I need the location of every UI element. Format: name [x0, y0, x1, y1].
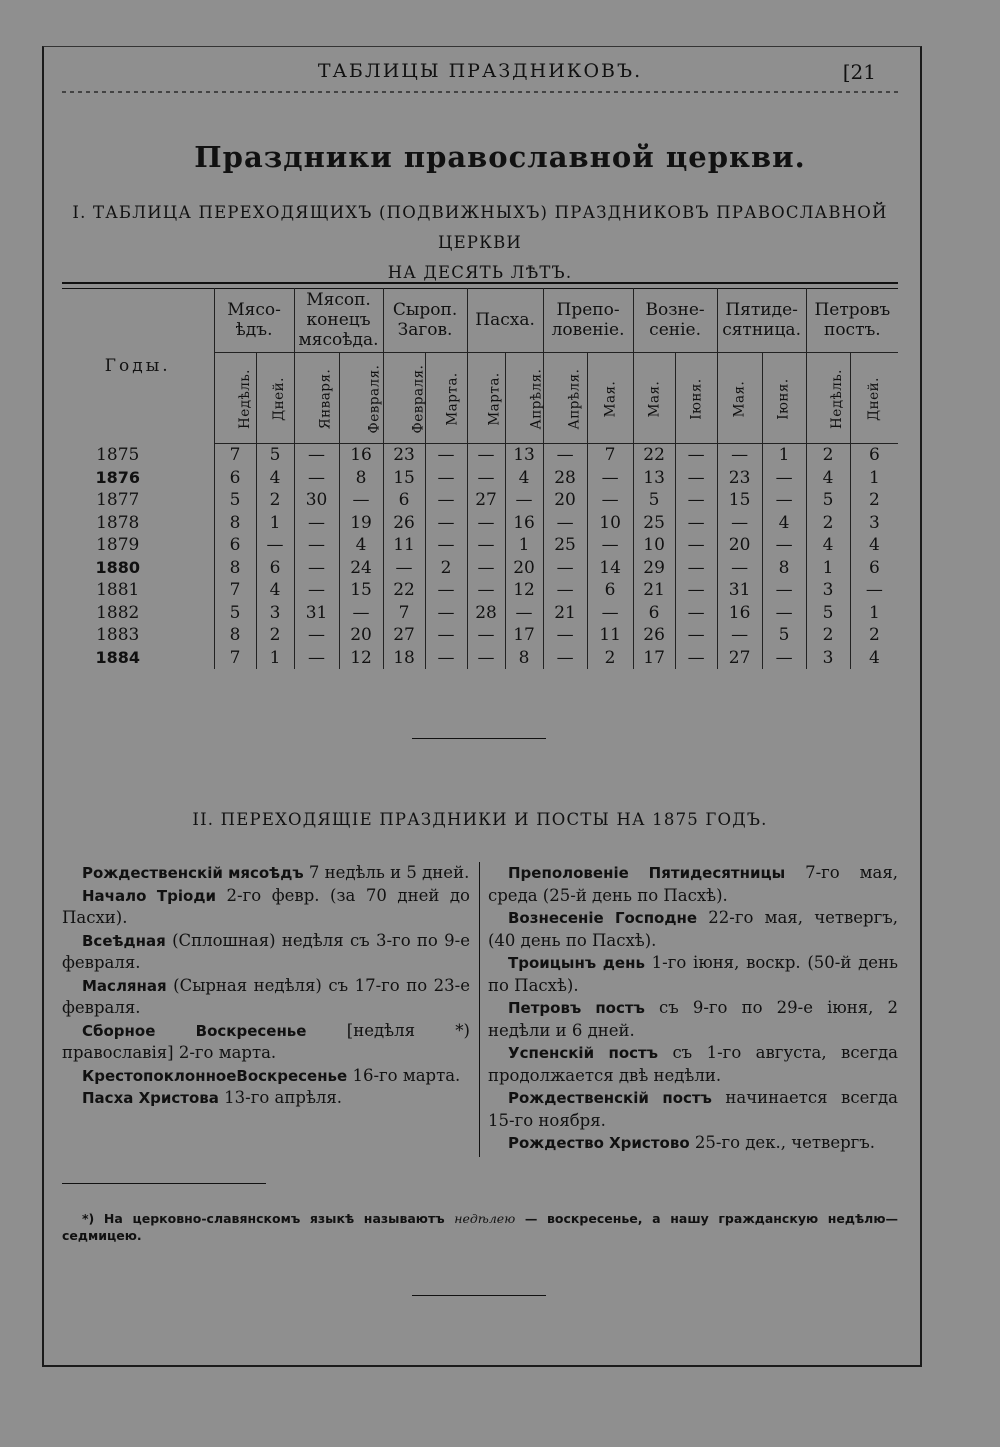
year-cell: 1879 — [96, 535, 140, 555]
table-cell: 6 — [214, 534, 256, 557]
year-cell: 1877 — [96, 490, 140, 510]
table-cell: 1 — [850, 602, 898, 625]
table-row — [62, 647, 898, 670]
group-header: Препо- ловеніе. — [543, 288, 633, 353]
note-text: 7 недѣль и 5 дней. — [303, 863, 470, 882]
year-cell: 1876 — [95, 467, 141, 487]
table-cell: — — [467, 557, 505, 580]
table-cell: 7 — [214, 647, 256, 670]
note-text: 2-го февр. (за 70 дней до Пасхи). — [62, 885, 470, 927]
subheader-label: Апрѣля. — [527, 368, 544, 430]
table-cell: — — [294, 579, 339, 602]
table-cell: — — [762, 647, 806, 670]
table-cell: — — [587, 602, 633, 625]
table-cell: 16 — [339, 444, 383, 467]
table-cell: — — [675, 489, 717, 512]
table-cell: 29 — [633, 557, 675, 580]
table-cell: 25 — [633, 512, 675, 535]
years-header: Годы. — [104, 355, 171, 376]
table-cell: 28 — [467, 602, 505, 625]
subheader-cell — [587, 353, 633, 444]
table-cell: 22 — [383, 579, 425, 602]
table-cell: 22 — [633, 444, 675, 467]
table-cell: 5 — [762, 624, 806, 647]
note-term: Рождественскій мясоѣдъ — [82, 864, 304, 882]
table-cell: 15 — [717, 489, 762, 512]
table-cell: 27 — [717, 647, 762, 670]
footnote-italic: недѣлею — [454, 1211, 516, 1226]
table-cell: 19 — [339, 512, 383, 535]
subheader-label: Марта. — [486, 372, 503, 426]
table-cell: 11 — [383, 534, 425, 557]
year-cell: 1882 — [96, 602, 140, 623]
year-cell: 1875 — [96, 444, 140, 465]
table-row — [62, 444, 898, 467]
table-cell: 5 — [214, 489, 256, 512]
subheader-cell — [505, 353, 543, 444]
note-text: 25-го дек., четвергъ. — [689, 1133, 876, 1152]
section1-heading — [62, 198, 898, 288]
note-text: начинается всегда 15-го ноября. — [488, 1088, 898, 1130]
subheader-label: Февраля. — [365, 364, 382, 434]
bottom-rule — [412, 1295, 546, 1296]
subheader-cell — [717, 353, 762, 444]
table-cell: 8 — [214, 512, 256, 535]
year-cell: 1880 — [95, 557, 141, 577]
note-item — [62, 1087, 470, 1110]
note-term: Успенскій постъ — [508, 1044, 659, 1062]
table-cell: — — [425, 602, 467, 625]
table-cell: 1 — [806, 557, 850, 580]
table-cell: 2 — [256, 624, 294, 647]
note-item — [62, 930, 470, 975]
table-cell: 27 — [467, 489, 505, 512]
table-row — [62, 579, 898, 602]
table-cell: 20 — [339, 624, 383, 647]
note-term: Рождественскій постъ — [508, 1089, 712, 1107]
subheader-label: Недѣль. — [236, 369, 253, 429]
table-cell: 1 — [850, 467, 898, 490]
table-cell: — — [467, 534, 505, 557]
table-cell: 26 — [383, 512, 425, 535]
note-term: Пасха Христова — [82, 1089, 219, 1107]
note-item — [488, 862, 898, 907]
table-cell: 20 — [505, 557, 543, 580]
table-cell: 26 — [633, 624, 675, 647]
footnote — [62, 1210, 898, 1244]
table-cell: 18 — [383, 647, 425, 670]
subheader-cell — [467, 353, 505, 444]
table-cell: 2 — [587, 647, 633, 670]
subheader-cell — [256, 353, 294, 444]
table-cell: 20 — [543, 489, 587, 512]
table-cell: — — [425, 624, 467, 647]
table-cell: — — [294, 512, 339, 535]
note-item — [62, 975, 470, 1020]
table-cell: — — [762, 467, 806, 490]
table-cell: 25 — [543, 534, 587, 557]
table-cell: 31 — [294, 602, 339, 625]
subheader-cell — [294, 353, 339, 444]
table-cell: 6 — [256, 557, 294, 580]
table-cell: — — [383, 557, 425, 580]
table-cell: — — [717, 557, 762, 580]
note-item — [488, 1042, 898, 1087]
table-cell: — — [675, 467, 717, 490]
note-text: 13-го апрѣля. — [218, 1088, 343, 1107]
table-cell: — — [543, 579, 587, 602]
table-cell: 1 — [256, 647, 294, 670]
table-cell: 28 — [543, 467, 587, 490]
subheader-label: Iюня. — [688, 378, 705, 420]
table-cell: — — [294, 557, 339, 580]
page-title: Праздники православной церкви. — [194, 140, 806, 174]
subheader-label: Февраля. — [409, 364, 426, 434]
table-cell: 6 — [850, 444, 898, 467]
note-text: 1-го іюня, воскр. (50-й день по Пасхѣ). — [488, 953, 898, 995]
table-row — [62, 602, 898, 625]
table-cell: 12 — [339, 647, 383, 670]
table-cell: 4 — [850, 647, 898, 670]
year-cell: 1883 — [96, 625, 140, 645]
table-cell: — — [543, 512, 587, 535]
table-cell: 6 — [633, 602, 675, 625]
footnote-text-before: *) На церковно-славянскомъ языкѣ называютъ — [82, 1211, 455, 1226]
note-item — [488, 1087, 898, 1132]
table-cell: 3 — [806, 579, 850, 602]
table-cell: 14 — [587, 557, 633, 580]
table-cell: 17 — [505, 624, 543, 647]
table-cell: — — [717, 512, 762, 535]
table-cell: 24 — [339, 557, 383, 580]
note-item — [62, 1065, 470, 1088]
subheader-cell — [214, 353, 256, 444]
table-cell: — — [543, 624, 587, 647]
table-cell: — — [294, 647, 339, 670]
table-cell: 7 — [383, 602, 425, 625]
subheader-cell — [425, 353, 467, 444]
subheader-label: Мая. — [602, 380, 619, 418]
table-cell: 2 — [806, 444, 850, 467]
table-cell: 27 — [383, 624, 425, 647]
table-cell: — — [425, 579, 467, 602]
table-cell: 23 — [383, 444, 425, 467]
footnote-rule — [62, 1183, 266, 1184]
left-notes-column — [62, 862, 470, 1110]
table-cell: 4 — [850, 534, 898, 557]
table-cell: 2 — [850, 489, 898, 512]
table-cell: 10 — [633, 534, 675, 557]
note-item — [488, 1132, 898, 1155]
table-cell: 2 — [256, 489, 294, 512]
subheader-cell — [675, 353, 717, 444]
table-cell: — — [762, 602, 806, 625]
subheader-label: Дней. — [270, 377, 287, 421]
table-cell: 31 — [717, 579, 762, 602]
note-text: 22-го мая, четвергъ, (40 день по Пасхѣ). — [488, 908, 898, 950]
table-cell: 2 — [806, 624, 850, 647]
table-cell: 8 — [505, 647, 543, 670]
table-cell: 4 — [256, 579, 294, 602]
table-cell: — — [425, 444, 467, 467]
table-cell: 16 — [717, 602, 762, 625]
table-cell: — — [675, 624, 717, 647]
note-item — [488, 952, 898, 997]
table-cell: 1 — [256, 512, 294, 535]
table-cell: — — [675, 602, 717, 625]
table-row — [62, 534, 898, 557]
table-cell: 21 — [543, 602, 587, 625]
note-term: Начало Тріоди — [82, 886, 216, 905]
subheader-label: Мая. — [731, 380, 748, 418]
table-cell: 6 — [214, 467, 256, 490]
year-cell: 1881 — [96, 580, 140, 600]
note-term: Рождество Христово — [508, 1134, 690, 1152]
table-cell: 5 — [806, 602, 850, 625]
table-cell: — — [675, 557, 717, 580]
note-term: Масляная — [82, 976, 167, 995]
table-row — [62, 489, 898, 512]
table-cell: — — [425, 467, 467, 490]
table-cell: — — [675, 512, 717, 535]
table-cell: 3 — [256, 602, 294, 625]
table-cell: — — [294, 624, 339, 647]
table-cell: 1 — [762, 444, 806, 467]
table-cell: 7 — [214, 444, 256, 467]
note-term: Вознесеніе Господне — [508, 909, 698, 927]
table-cell: 2 — [850, 624, 898, 647]
table-cell: — — [467, 579, 505, 602]
table-cell: 5 — [256, 444, 294, 467]
table-cell: 8 — [339, 467, 383, 490]
moveable-feasts-table — [62, 288, 898, 669]
table-cell: 4 — [806, 467, 850, 490]
subheader-label: Iюня. — [776, 378, 793, 420]
note-text: съ 9-го по 29-е іюня, 2 недѣли и 6 дней. — [488, 998, 899, 1040]
table-cell: 16 — [505, 512, 543, 535]
note-text: 16-го марта. — [347, 1065, 461, 1085]
table-cell: 23 — [717, 467, 762, 490]
table-cell: 3 — [850, 512, 898, 535]
table-row — [62, 624, 898, 647]
section1-heading-line2: НА ДЕСЯТЬ ЛѢТЪ. — [387, 263, 573, 282]
table-cell: — — [339, 489, 383, 512]
note-text: 7-го мая, среда (25-й день по Пасхѣ). — [488, 863, 898, 905]
table-cell: 5 — [633, 489, 675, 512]
table-cell: 3 — [806, 647, 850, 670]
table-cell: — — [762, 489, 806, 512]
table-cell: — — [467, 624, 505, 647]
header-ornament-rule — [62, 91, 898, 93]
note-term: КрестопоклонноеВоскресенье — [82, 1066, 348, 1085]
running-title: ТАБЛИЦЫ ПРАЗДНИКОВЪ. — [317, 60, 643, 82]
table-cell: 4 — [256, 467, 294, 490]
group-header: Пасха. — [467, 288, 543, 353]
table-cell: — — [339, 602, 383, 625]
table-cell: — — [294, 534, 339, 557]
table-cell: — — [425, 647, 467, 670]
table-cell: — — [425, 512, 467, 535]
page-number: [21 — [842, 60, 876, 84]
subheader-cell — [383, 353, 425, 444]
note-term: Сборное Воскресенье — [82, 1021, 307, 1040]
right-notes-column — [488, 862, 898, 1155]
table-row — [62, 467, 898, 490]
table-cell: 6 — [587, 579, 633, 602]
table-cell: 4 — [806, 534, 850, 557]
table-cell: 8 — [762, 557, 806, 580]
table-cell: — — [717, 624, 762, 647]
table-cell: 12 — [505, 579, 543, 602]
table-cell: — — [543, 647, 587, 670]
table-cell: 11 — [587, 624, 633, 647]
note-term: Троицынъ день — [508, 954, 645, 972]
table-cell: 21 — [633, 579, 675, 602]
subheader-label: Марта. — [444, 372, 461, 426]
footnote-text-after: — воскресенье, а нашу гражданскую недѣлю—седмицею. — [62, 1211, 898, 1243]
table-cell: — — [762, 534, 806, 557]
note-term: Преполовеніе Пятидесятницы — [508, 864, 786, 882]
table-cell: 13 — [505, 444, 543, 467]
table-cell: — — [587, 467, 633, 490]
table-cell: 15 — [383, 467, 425, 490]
table-cell: 13 — [633, 467, 675, 490]
subheader-label: Мая. — [646, 380, 663, 418]
subheader-label: Апрѣля. — [566, 368, 583, 430]
table-cell: 15 — [339, 579, 383, 602]
table-row — [62, 557, 898, 580]
note-text: (Сплошная) недѣля съ 3-го по 9-е февраля. — [62, 930, 470, 972]
table-cell: 7 — [587, 444, 633, 467]
table-cell: — — [587, 489, 633, 512]
note-item — [62, 1020, 470, 1065]
table-cell: — — [675, 647, 717, 670]
table-cell: — — [467, 467, 505, 490]
table-cell: — — [505, 489, 543, 512]
table-cell: 8 — [214, 624, 256, 647]
table-cell: — — [467, 512, 505, 535]
note-item — [488, 997, 898, 1042]
table-cell: 4 — [505, 467, 543, 490]
table-cell: — — [675, 444, 717, 467]
table-row — [62, 512, 898, 535]
subheader-cell — [339, 353, 383, 444]
table-cell: — — [717, 444, 762, 467]
table-cell: — — [294, 467, 339, 490]
table-cell: 7 — [214, 579, 256, 602]
table-cell: 5 — [806, 489, 850, 512]
note-term: Петровъ постъ — [508, 999, 645, 1017]
section-separator — [412, 738, 546, 739]
group-header: Сыроп. Загов. — [383, 288, 467, 353]
note-text: [недѣля *) православія] 2-го марта. — [62, 1020, 470, 1062]
subheader-label: Недѣль. — [828, 369, 845, 429]
table-cell: — — [294, 444, 339, 467]
note-item — [488, 907, 898, 952]
note-item — [62, 862, 470, 885]
table-cell: — — [543, 557, 587, 580]
table-cell: 2 — [425, 557, 467, 580]
note-text: съ 1-го августа, всегда продолжается двѣ недѣли. — [488, 1043, 898, 1085]
group-header: Возне- сеніе. — [633, 288, 717, 353]
table-cell: — — [587, 534, 633, 557]
subheader-label: Дней. — [866, 377, 883, 421]
table-cell: 17 — [633, 647, 675, 670]
table-cell: 20 — [717, 534, 762, 557]
table-cell: — — [543, 444, 587, 467]
section1-heading-line1: I. ТАБЛИЦА ПЕРЕХОДЯЩИХЪ (ПОДВИЖНЫХЪ) ПРАЗДНИКОВЪ ПРАВОСЛАВНОЙ ЦЕРКВИ — [72, 203, 888, 252]
table-cell: 2 — [806, 512, 850, 535]
year-cell: 1878 — [96, 512, 140, 533]
group-header: Мясо- ѣдъ. — [214, 288, 294, 353]
table-cell: 10 — [587, 512, 633, 535]
group-header: Петровъ постъ. — [806, 288, 898, 353]
section2-heading: II. ПЕРЕХОДЯЩІЕ ПРАЗДНИКИ И ПОСТЫ НА 1875 ГОДЪ. — [192, 810, 768, 829]
table-cell: 4 — [339, 534, 383, 557]
note-term: Всеѣдная — [82, 931, 166, 950]
table-cell: — — [850, 579, 898, 602]
table-cell: — — [425, 534, 467, 557]
table-cell: 4 — [762, 512, 806, 535]
subheader-cell — [543, 353, 587, 444]
group-header: Пятиде- сятница. — [717, 288, 806, 353]
note-text: (Сырная недѣля) съ 17-го по 23-е февраля. — [62, 975, 470, 1017]
table-cell: 8 — [214, 557, 256, 580]
table-cell: 6 — [850, 557, 898, 580]
table-cell: 5 — [214, 602, 256, 625]
table-cell: — — [467, 444, 505, 467]
column-divider — [479, 862, 480, 1157]
table-cell: — — [675, 579, 717, 602]
table-cell: — — [467, 647, 505, 670]
subheader-cell — [806, 353, 850, 444]
subheader-cell — [850, 353, 898, 444]
subheader-label: Января. — [316, 368, 333, 430]
year-cell: 1884 — [95, 647, 141, 667]
subheader-cell — [633, 353, 675, 444]
table-cell: — — [505, 602, 543, 625]
table-cell: 1 — [505, 534, 543, 557]
subheader-cell — [762, 353, 806, 444]
table-cell: — — [675, 534, 717, 557]
note-item — [62, 885, 470, 930]
table-cell: — — [256, 534, 294, 557]
table-cell: — — [425, 489, 467, 512]
group-header: Мясоп. конецъ мясоѣда. — [294, 288, 383, 353]
table-cell: 30 — [294, 489, 339, 512]
table-cell: — — [762, 579, 806, 602]
table-cell: 6 — [383, 489, 425, 512]
running-head — [62, 60, 898, 92]
